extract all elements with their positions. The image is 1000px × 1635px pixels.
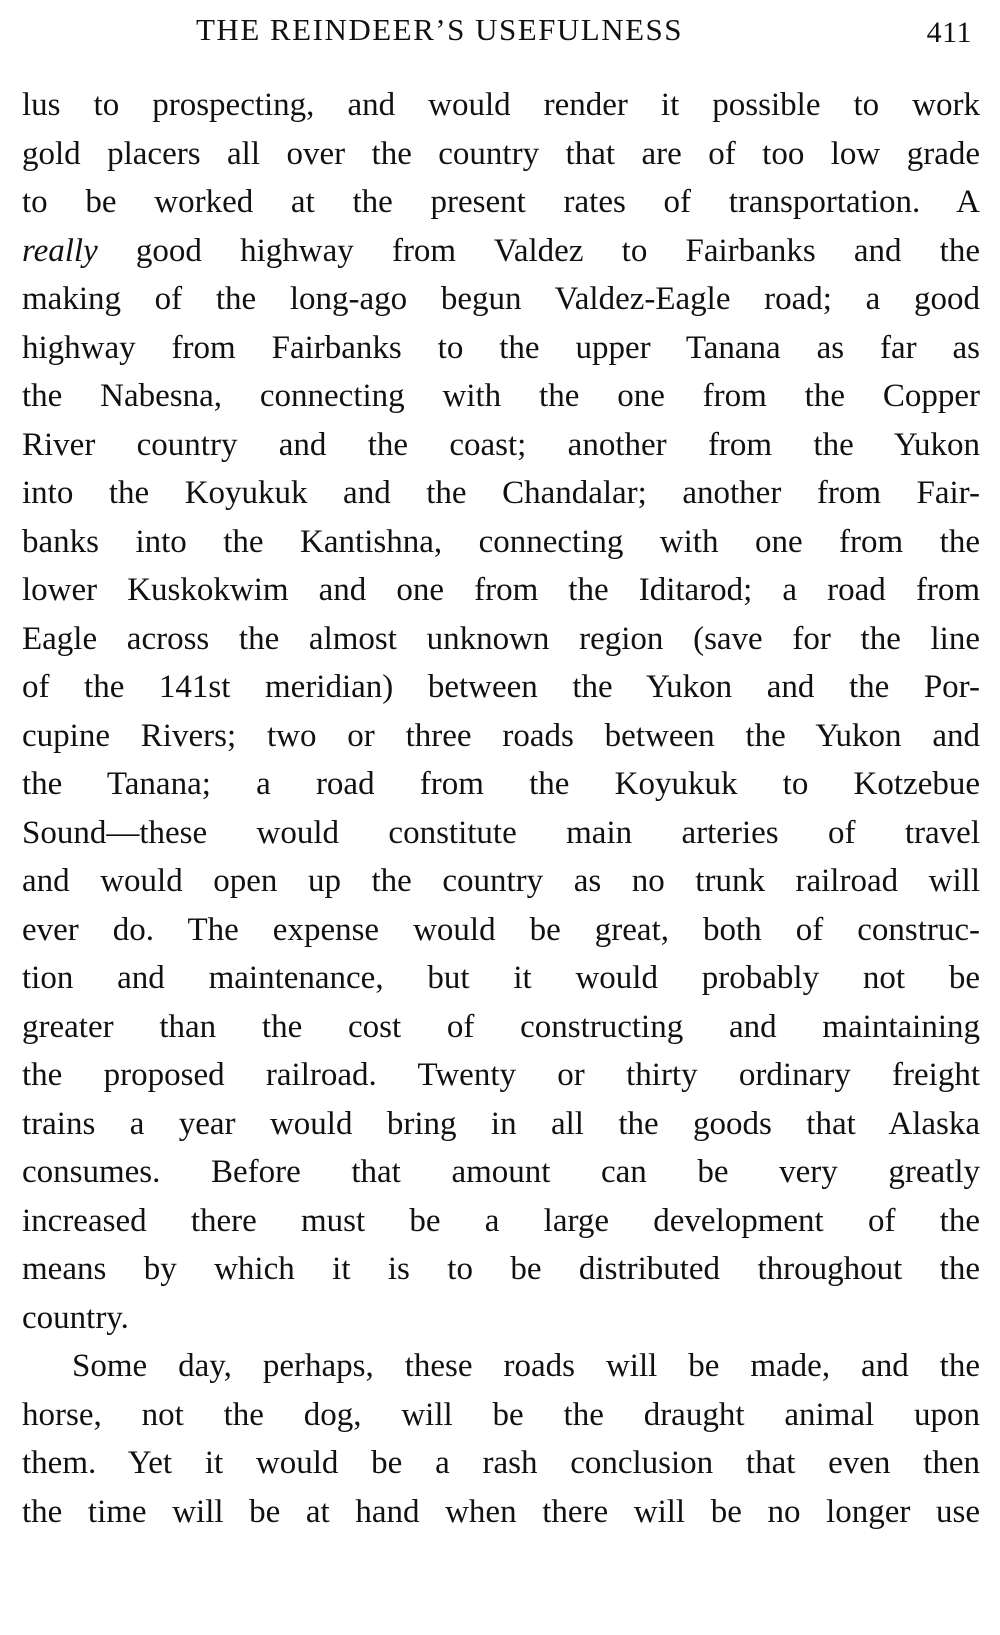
text-line: them. Yet it would be a rash conclusion that even then xyxy=(22,1445,980,1481)
text-line: to be worked at the present rates of transportation. A xyxy=(22,184,980,220)
text-line: highway from Fairbanks to the upper Tanana as far as xyxy=(22,329,980,366)
text-line: lus to prospecting, and would render it possible to work xyxy=(22,87,980,123)
text-line: cupine Rivers; two or three roads between the Yukon and xyxy=(22,717,980,754)
text-line: into the Koyukuk and the Chandalar; another from Fair- xyxy=(22,475,980,511)
text-line: consumes. Before that amount can be very greatly xyxy=(22,1154,980,1190)
text-line: increased there must be a large development of the xyxy=(22,1202,980,1239)
text-line: and would open up the country as no trunk railroad will xyxy=(22,863,980,899)
text-line: of the 141st meridian) between the Yukon and the Por- xyxy=(22,669,980,705)
paragraph xyxy=(22,81,980,1342)
text-line: tion and maintenance, but it would probably not be xyxy=(22,960,980,996)
body-text xyxy=(22,81,980,1536)
paragraph xyxy=(22,1342,980,1536)
text-line: means by which it is to be distributed throughout the xyxy=(22,1251,980,1287)
book-page xyxy=(22,0,980,1635)
running-header xyxy=(22,0,980,62)
running-title: THE REINDEER’S USEFULNESS xyxy=(196,12,684,47)
text-line: banks into the Kantishna, connecting with one from the xyxy=(22,523,980,560)
text-line: the Tanana; a road from the Koyukuk to Kotzebue xyxy=(22,766,980,802)
text-line: the proposed railroad. Twenty or thirty ordinary freight xyxy=(22,1057,980,1093)
text-line: country. xyxy=(22,1299,129,1336)
text-line: the time will be at hand when there will be no longer use xyxy=(22,1493,980,1530)
text-line: Some day, perhaps, these roads will be made, and the xyxy=(72,1348,980,1384)
text-line xyxy=(22,227,980,276)
text-line: the Nabesna, connecting with the one from the Copper xyxy=(22,378,980,414)
page-number: 411 xyxy=(926,16,972,49)
text-line: horse, not the dog, will be the draught animal upon xyxy=(22,1396,980,1433)
text-line: greater than the cost of constructing and maintaining xyxy=(22,1008,980,1045)
text-line: ever do. The expense would be great, both of construc- xyxy=(22,911,980,948)
text-line: River country and the coast; another from the Yukon xyxy=(22,426,980,463)
text-line: lower Kuskokwim and one from the Iditarod; a road from xyxy=(22,572,980,608)
text-line: making of the long-ago begun Valdez-Eagle road; a good xyxy=(22,281,980,317)
text-line-rest: good highway from Valdez to Fairbanks and the xyxy=(97,232,980,269)
emphasized-word: really xyxy=(22,232,98,269)
text-line: gold placers all over the country that are of too low grade xyxy=(22,135,980,172)
text-line: Sound—these would constitute main arteries of travel xyxy=(22,814,980,851)
text-line: Eagle across the almost unknown region (save for the line xyxy=(22,620,980,657)
text-line: trains a year would bring in all the goods that Alaska xyxy=(22,1105,980,1142)
